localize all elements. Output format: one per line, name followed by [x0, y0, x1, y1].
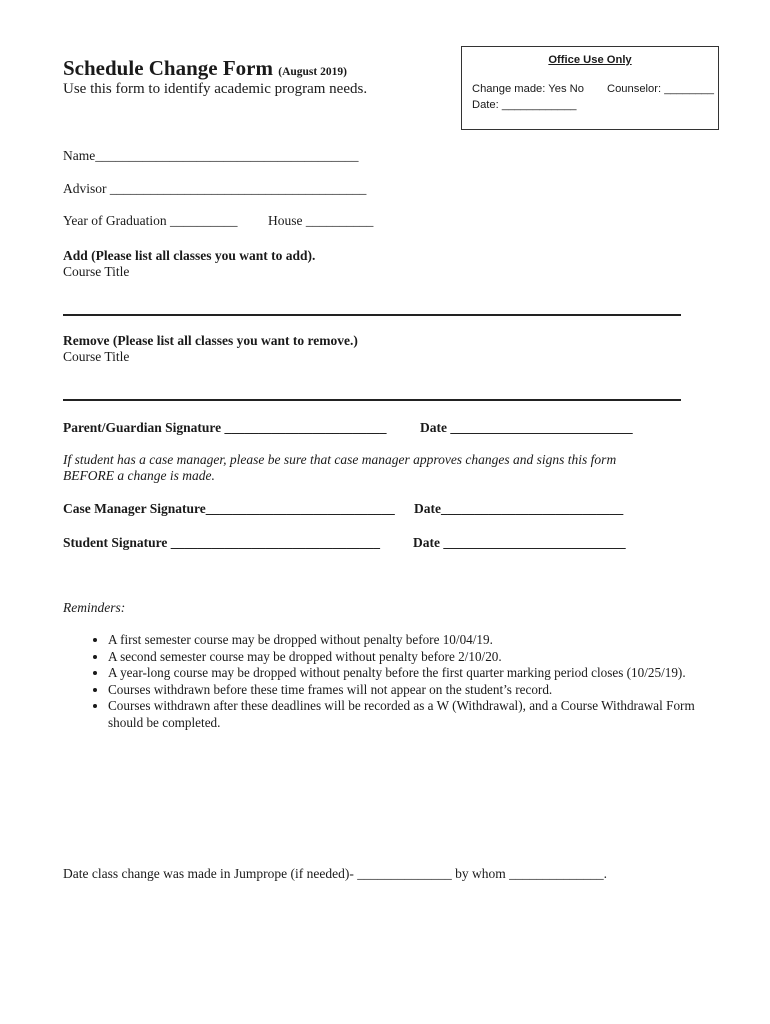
office-use-box — [461, 46, 719, 130]
reminders-list — [63, 632, 708, 731]
office-use-heading: Office Use Only — [548, 54, 632, 66]
reminders-label: Reminders: — [63, 600, 126, 615]
form-title-date: (August 2019) — [278, 66, 347, 78]
case-manager-date-field[interactable]: Date___________________________ — [414, 501, 624, 516]
add-course-line[interactable] — [63, 314, 681, 316]
case-manager-signature-field[interactable]: Case Manager Signature____________________________ — [63, 501, 395, 516]
house-field[interactable]: House __________ — [268, 213, 374, 228]
list-item: • Courses withdrawn after these deadlines will be recorded as a W (Withdrawal), and a Course Withdrawal Form should be completed. — [108, 698, 708, 731]
form-title — [63, 56, 347, 81]
remove-course-line[interactable] — [63, 399, 681, 401]
jumprope-date-field[interactable]: Date class change was made in Jumprope (if needed)- ______________ by whom ______________. — [63, 866, 608, 881]
office-change-made[interactable]: Change made: Yes No — [472, 83, 584, 95]
add-heading: Add (Please list all classes you want to add). — [63, 248, 316, 263]
advisor-field[interactable]: Advisor ______________________________________ — [63, 181, 367, 196]
list-item: • A year-long course may be dropped without penalty before the first quarter marking period closes (10/25/19). — [108, 665, 708, 682]
name-field[interactable]: Name_______________________________________ — [63, 148, 359, 163]
student-signature-field[interactable]: Student Signature _______________________________ — [63, 535, 381, 550]
case-manager-note-line1: If student has a case manager, please be sure that case manager approves changes and signs this form — [63, 452, 617, 467]
list-item: • Courses withdrawn before these time frames will not appear on the student’s record. — [108, 682, 708, 699]
add-course-title-label: Course Title — [63, 264, 130, 279]
form-title-text: Schedule Change Form — [63, 56, 273, 80]
student-date-field[interactable]: Date ___________________________ — [413, 535, 626, 550]
graduation-year-field[interactable]: Year of Graduation __________ — [63, 213, 238, 228]
list-item: • A second semester course may be dropped without penalty before 2/10/20. — [108, 649, 708, 666]
form-subtitle: Use this form to identify academic program needs. — [63, 81, 368, 97]
case-manager-note-line2: BEFORE a change is made. — [63, 468, 215, 483]
list-item: • A first semester course may be dropped without penalty before 10/04/19. — [108, 632, 708, 649]
parent-date-field[interactable]: Date ___________________________ — [420, 420, 633, 435]
office-counselor-field[interactable]: Counselor: ________ — [607, 83, 714, 95]
remove-heading: Remove (Please list all classes you want to remove.) — [63, 333, 358, 348]
parent-signature-field[interactable]: Parent/Guardian Signature ________________________ — [63, 420, 387, 435]
remove-course-title-label: Course Title — [63, 349, 130, 364]
office-date-field[interactable]: Date: ____________ — [472, 99, 577, 111]
